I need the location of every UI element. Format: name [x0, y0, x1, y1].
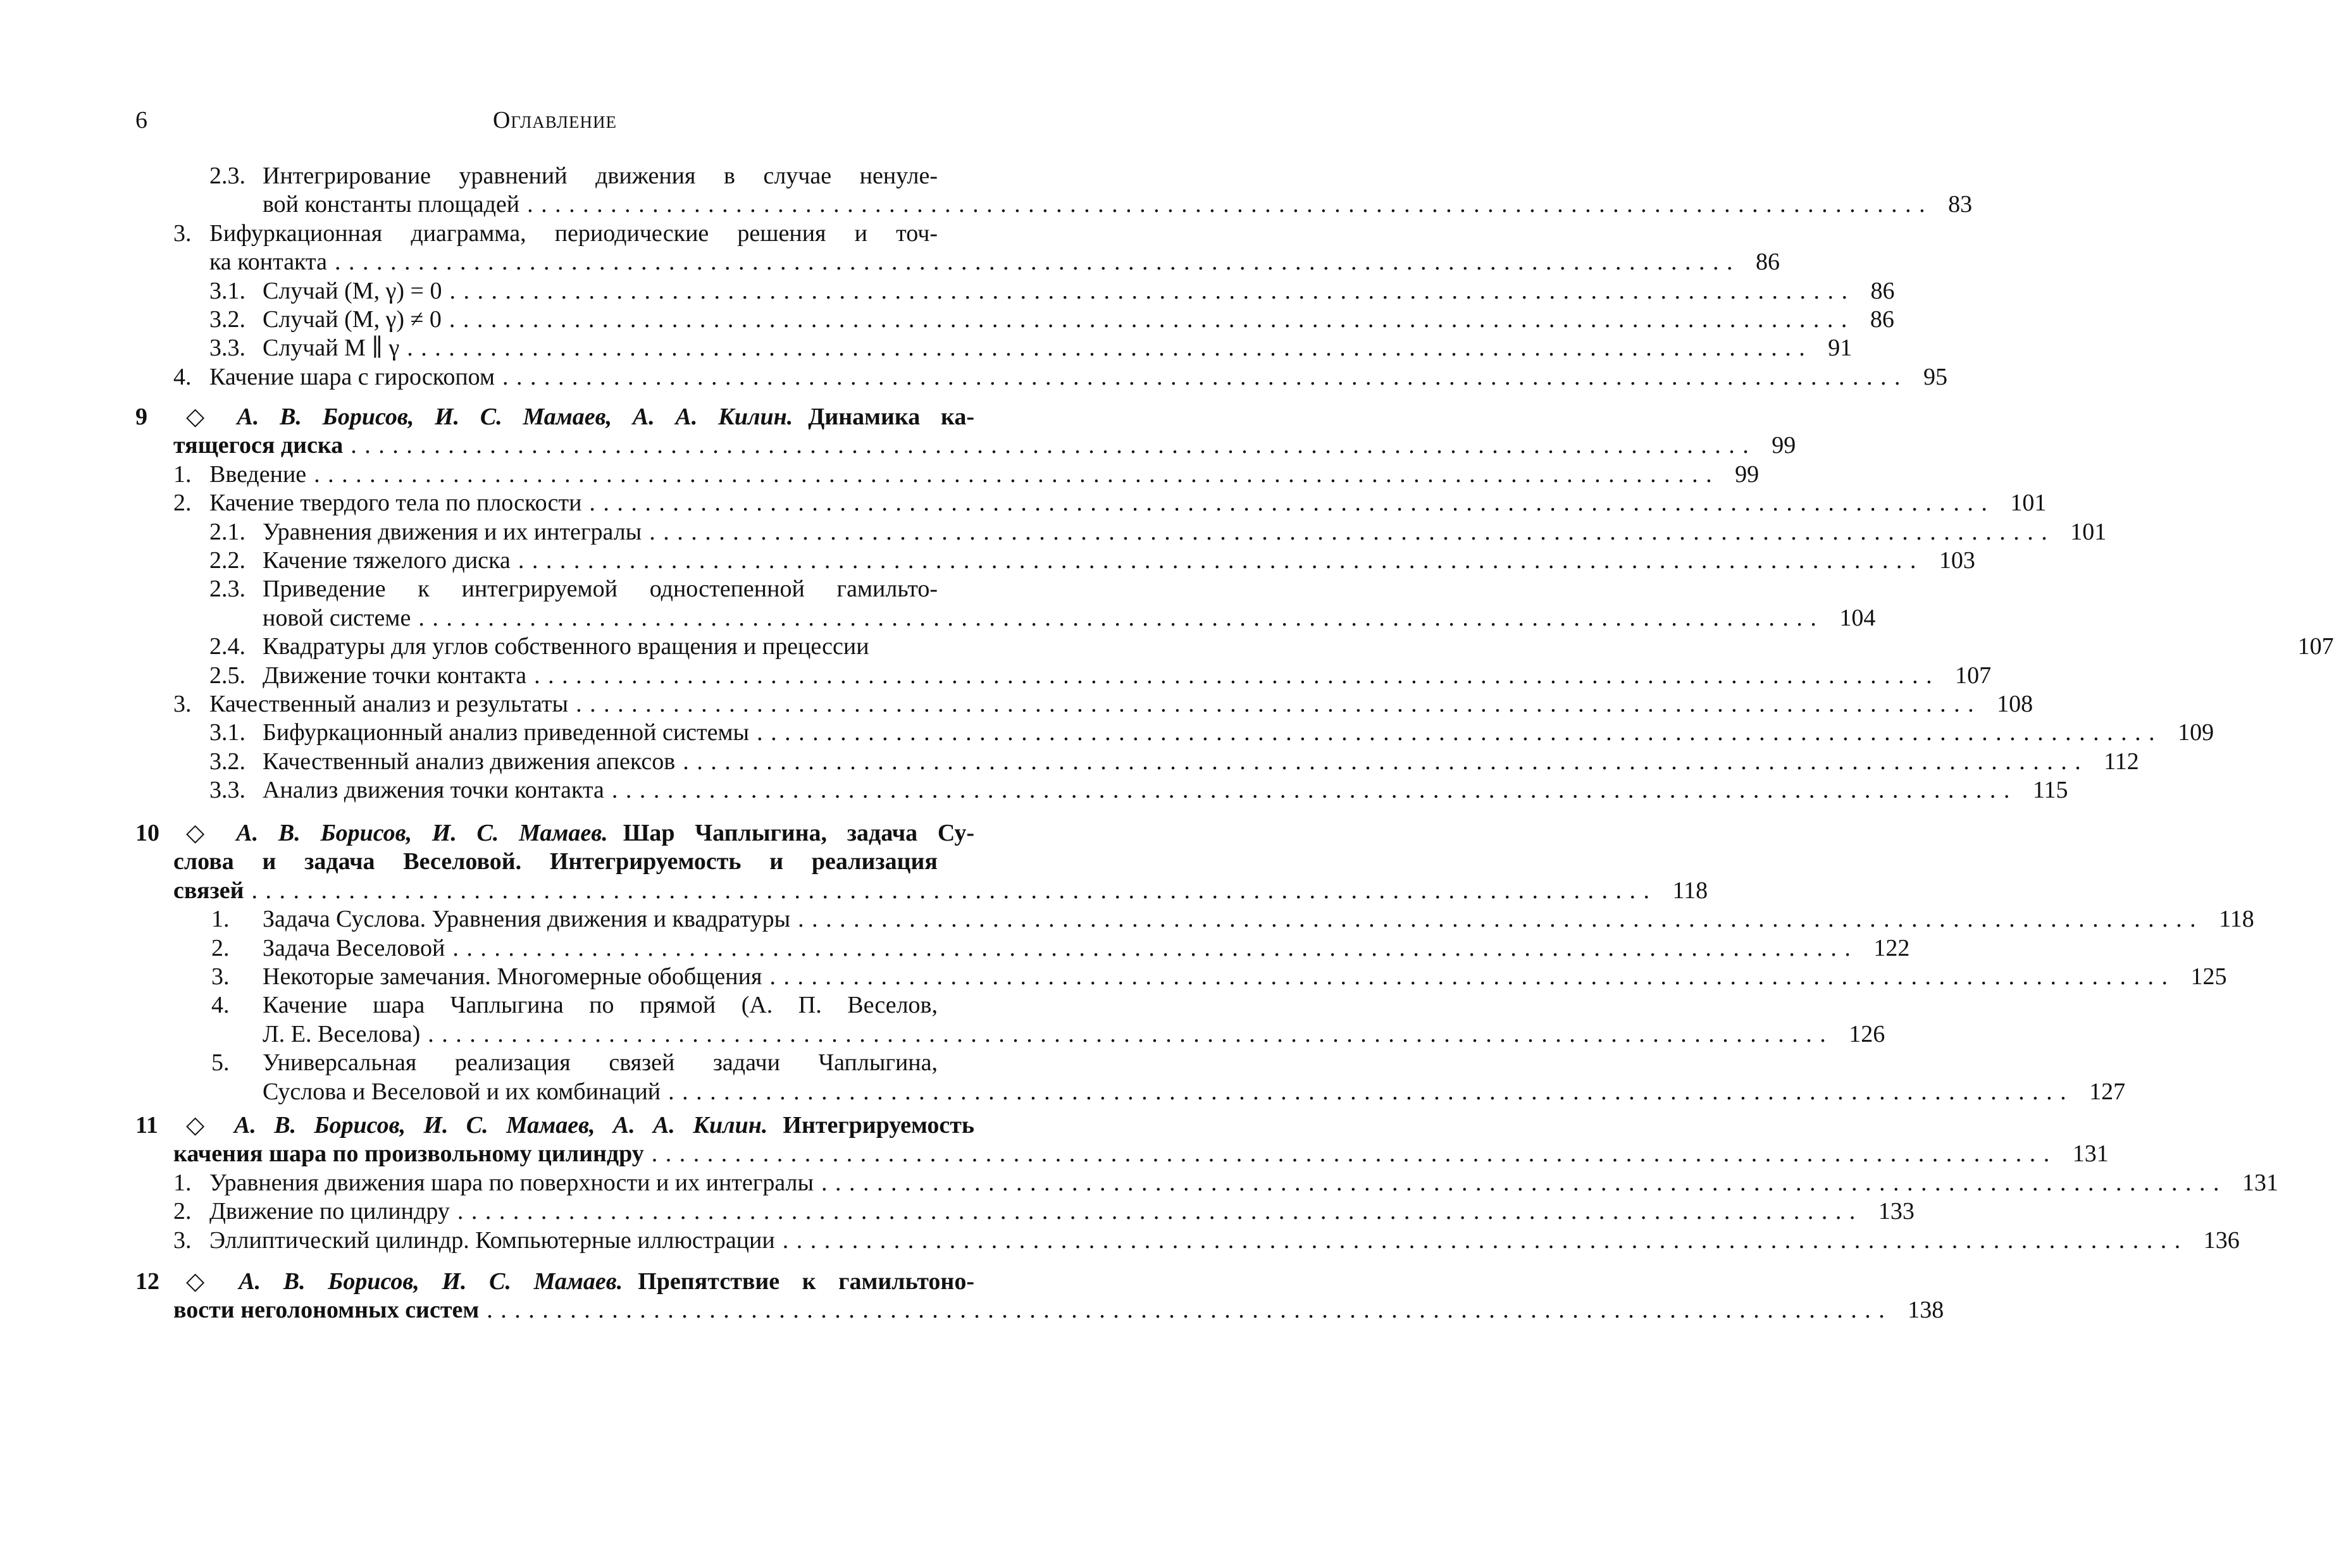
toc-entry-s8-2-3: [0, 161, 974, 190]
page-ref: 86: [1870, 277, 1895, 304]
toc-text-row: [263, 161, 938, 190]
toc-text-row: [263, 276, 1895, 306]
toc-entry-s10-2: [0, 934, 1910, 963]
toc-text-row: [263, 775, 2068, 805]
toc-text-row: [173, 431, 1796, 460]
leader-dots: .....................................................................................................: [651, 1140, 2058, 1168]
leader-dots: .....................................................................................................: [534, 662, 1940, 689]
toc-entry-title: Уравнения движения и их интегралы: [263, 518, 642, 545]
toc-text-row: [263, 1077, 2126, 1106]
toc-entry-s8-3-3: [0, 333, 1853, 362]
page-ref: 101: [2010, 490, 2047, 517]
toc-text-row: [263, 661, 1992, 690]
toc-number: 3.1.: [209, 277, 245, 304]
toc-text-row: [209, 247, 1780, 276]
toc-entry-title: Некоторые замечания. Многомерные обобщения: [263, 963, 762, 990]
page-ref: 101: [2070, 518, 2107, 545]
chapter-heading-row: [186, 818, 974, 848]
toc-number: 3.2.: [209, 748, 245, 775]
leader-dots: .....................................................................................................: [649, 518, 2056, 545]
toc-number: 2.: [211, 934, 230, 961]
chapter-number: 11: [135, 1112, 158, 1139]
page-ref: 86: [1755, 249, 1780, 276]
toc-text-row: [263, 603, 1876, 633]
diamond-marker: ◇: [186, 820, 219, 846]
toc-text-row: [263, 632, 2334, 661]
toc-entry-s8-2-3-cont: [0, 190, 1973, 219]
toc-entry-title-cont: ка контакта: [209, 249, 327, 276]
toc-text-row: [263, 991, 938, 1020]
toc-entry-title-cont: Суслова и Веселовой и их комбинаций: [263, 1078, 661, 1105]
toc-entry-s11-1: [0, 1168, 2279, 1197]
chapter-title-cont: слова и задача Веселовой. Интегрируемость и реализация: [173, 848, 938, 875]
toc-entry-title: Бифуркационный анализ приведенной системы: [263, 719, 750, 746]
toc-entry-s11-2: [0, 1197, 1915, 1226]
toc-chapter-10: [0, 818, 974, 848]
page-ref: 131: [2072, 1140, 2109, 1168]
toc-chapter-11-cont-2: [0, 1139, 2109, 1168]
leader-dots: .....................................................................................................: [428, 1020, 1834, 1047]
leader-dots: .....................................................................................................: [821, 1169, 2228, 1196]
toc-chapter-11: [0, 1111, 974, 1140]
toc-number: 3.: [173, 691, 192, 717]
toc-chapter-12-cont-2: [0, 1295, 1944, 1324]
toc-entry-s10-5: [0, 1048, 974, 1077]
toc-entry-s8-4: [0, 362, 1947, 392]
chapter-title-cont: связей: [173, 877, 244, 904]
leader-dots: .....................................................................................................: [449, 277, 1856, 304]
leader-dots: .....................................................................................................: [334, 249, 1741, 276]
toc-entry-s9-2-2: [0, 546, 1975, 575]
leader-dots: .....................................................................................................: [576, 691, 1982, 717]
toc-entry-title: Введение: [209, 460, 307, 488]
leader-dots: .....................................................................................................: [683, 748, 2089, 775]
toc-entry-title: Анализ движения точки контакта: [263, 777, 604, 804]
leader-dots: .....................................................................................................: [668, 1078, 2075, 1105]
toc-entry-s9-3-3: [0, 775, 2068, 805]
toc-entry-s9-2-1: [0, 517, 2107, 546]
page-ref: 131: [2242, 1169, 2279, 1196]
page-ref: 99: [1735, 460, 1760, 488]
toc-text-row: [263, 747, 2139, 776]
leader-dots: .....................................................................................................: [407, 335, 1813, 362]
toc-number: 2.: [173, 1198, 192, 1225]
toc-text-row: [209, 1197, 1915, 1226]
toc-entry-title: Качение тяжелого диска: [263, 547, 511, 574]
toc-text-row: [173, 1295, 1944, 1324]
page-title: Оглавление: [492, 107, 618, 133]
page-ref: 107: [2297, 633, 2334, 660]
chapter-title: Динамика ка-: [808, 404, 974, 430]
toc-entry-title-cont: Л. Е. Веселова): [263, 1020, 421, 1047]
chapter-number: 10: [135, 820, 159, 846]
page-ref: 103: [1939, 547, 1975, 574]
toc-entry-s9-2: [0, 488, 2047, 517]
page-ref: 112: [2104, 748, 2139, 775]
leader-dots: .....................................................................................................: [457, 1198, 1863, 1225]
toc-text-row: [263, 305, 1894, 334]
toc-number: 2.4.: [209, 633, 245, 660]
toc-entry-title: Уравнения движения шара по поверхности и их интегралы: [209, 1169, 814, 1196]
toc-text-row: [263, 546, 1975, 575]
chapter-heading-row: [186, 1267, 974, 1296]
leader-dots: .....................................................................................................: [527, 191, 1934, 218]
toc-text-row: [209, 488, 2047, 517]
toc-entry-title: Качественный анализ движения апексов: [263, 748, 676, 775]
toc-entry-title: Движение по цилиндру: [209, 1198, 450, 1225]
toc-text-row: [209, 1226, 2240, 1255]
chapter-authors: А. В. Борисов, И. С. Мамаев.: [239, 1268, 623, 1295]
page-ref: 133: [1878, 1198, 1915, 1225]
toc-entry-s9-3-1: [0, 718, 2214, 747]
page-ref: 138: [1908, 1297, 1944, 1324]
toc-number: 1.: [173, 460, 192, 488]
page-ref: 118: [1672, 877, 1708, 904]
leader-dots: .....................................................................................................: [418, 604, 1825, 631]
chapter-heading-row: [186, 1111, 974, 1140]
page-ref: 115: [2032, 777, 2068, 804]
page-ref: 122: [1873, 934, 1910, 961]
toc-text-row: [263, 1048, 938, 1077]
page-ref: 107: [1955, 662, 1992, 689]
toc-text-row: [263, 574, 938, 603]
chapter-number: 12: [135, 1268, 159, 1295]
toc-number: 4.: [211, 992, 230, 1019]
toc-entry-title: Качение твердого тела по плоскости: [209, 490, 582, 517]
toc-number: 3.3.: [209, 335, 245, 362]
toc-chapter-9: [0, 402, 974, 431]
toc-number: 3.: [173, 219, 192, 247]
toc-entry-s10-3: [0, 962, 2227, 991]
toc-text-row: [263, 190, 1973, 219]
diamond-marker: ◇: [186, 404, 220, 430]
chapter-title-cont: качения шара по произвольному цилиндру: [173, 1140, 644, 1168]
toc-entry-title: Задача Суслова. Уравнения движения и квадратуры: [263, 906, 791, 933]
leader-dots: .....................................................................................................: [251, 877, 1658, 904]
toc-number: 3.: [173, 1226, 192, 1254]
toc-entry-title: Эллиптический цилиндр. Компьютерные иллюстрации: [209, 1226, 775, 1254]
leader-dots: .....................................................................................................: [769, 963, 2176, 990]
toc-number: 2.3.: [209, 576, 245, 603]
toc-text-row: [173, 847, 938, 876]
toc-entry-s10-1: [0, 904, 2254, 934]
toc-text-row: [173, 1139, 2109, 1168]
toc-number: 2.1.: [209, 518, 245, 545]
leader-dots: .....................................................................................................: [487, 1297, 1893, 1324]
toc-text-row: [209, 1168, 2279, 1197]
diamond-marker: ◇: [186, 1112, 217, 1139]
toc-entry-title: Движение точки контакта: [263, 662, 527, 689]
page-ref: 95: [1923, 363, 1947, 390]
toc-text-row: [209, 362, 1947, 392]
toc-number: 3.1.: [209, 719, 245, 746]
toc-entry-title: Качественный анализ и результаты: [209, 691, 569, 717]
page-number: 6: [135, 107, 147, 133]
toc-entry-s9-3: [0, 689, 2033, 719]
toc-entry-title: Случай (M, γ) ≠ 0: [263, 306, 442, 333]
page-ref: 127: [2089, 1078, 2126, 1105]
toc-number: 2.5.: [209, 662, 245, 689]
toc-entry-s8-3: [0, 219, 974, 248]
toc-entry-title: Интегрирование уравнений движения в случае ненуле-: [263, 163, 938, 189]
toc-entry-title-cont: новой системе: [263, 604, 411, 631]
toc-entry-s8-3-1: [0, 276, 1895, 306]
toc-entry-title: Случай (M, γ) = 0: [263, 277, 442, 304]
toc-number: 3.2.: [209, 306, 245, 333]
leader-dots: .....................................................................................................: [314, 460, 1720, 488]
chapter-title: Шар Чаплыгина, задача Су-: [623, 820, 974, 846]
leader-dots: .....................................................................................................: [449, 306, 1855, 333]
page-ref: 126: [1849, 1020, 1885, 1047]
chapter-title-cont: вости неголономных систем: [173, 1297, 480, 1324]
toc-number: 5.: [211, 1049, 230, 1077]
page-ref: 118: [2219, 906, 2254, 933]
toc-entry-s9-3-2: [0, 747, 2139, 776]
toc-entry-title: Приведение к интегрируемой одностепенной гамильто-: [263, 576, 938, 603]
diamond-marker: ◇: [186, 1268, 221, 1295]
toc-entry-s9-2-5: [0, 661, 1992, 690]
toc-entry-title: Задача Веселовой: [263, 934, 445, 961]
toc-entry-s8-3-cont: [0, 247, 1780, 276]
leader-dots: .....................................................................................................: [782, 1226, 2188, 1254]
toc-text-row: [263, 333, 1853, 362]
toc-entry-title: Качение шара с гироскопом: [209, 363, 495, 390]
toc-text-row: [263, 1020, 1885, 1049]
toc-text-row: [263, 934, 1910, 963]
toc-number: 1.: [211, 906, 230, 933]
toc-text-row: [263, 962, 2227, 991]
chapter-title: Препятствие к гамильтоно-: [638, 1268, 974, 1295]
toc-entry-s9-1: [0, 460, 1760, 489]
page-ref: 136: [2203, 1226, 2240, 1254]
page-ref: 125: [2190, 963, 2227, 990]
toc-text-row: [209, 689, 2033, 719]
toc-number: 2.: [173, 490, 192, 517]
chapter-number: 9: [135, 404, 147, 430]
toc-entry-title-cont: вой константы площадей: [263, 191, 520, 218]
toc-chapter-10-cont-3: [0, 876, 1708, 905]
toc-text-row: [209, 219, 938, 248]
page-ref: 86: [1870, 306, 1894, 333]
toc-entry-s8-3-2: [0, 305, 1894, 334]
toc-number: 4.: [173, 363, 192, 390]
leader-dots: .....................................................................................................: [589, 490, 1996, 517]
page-ref: 91: [1828, 335, 1853, 362]
leader-dots: .....................................................................................................: [502, 363, 1908, 390]
leader-dots: .....................................................................................................: [518, 547, 1924, 574]
page-ref: 104: [1839, 604, 1876, 631]
leader-dots: .....................................................................................................: [452, 934, 1859, 961]
toc-entry-title: Случай M ∥ γ: [263, 335, 400, 362]
toc-entry-s11-3: [0, 1226, 2240, 1255]
toc-entry-title: Качение шара Чаплыгина по прямой (А. П. Веселов,: [263, 992, 938, 1019]
toc-chapter-9-cont-2: [0, 431, 1796, 460]
toc-number: 2.2.: [209, 547, 245, 574]
page-ref: 108: [1997, 691, 2033, 717]
toc-entry-title: Квадратуры для углов собственного вращения и прецессии: [263, 633, 869, 660]
toc-text-row: [263, 718, 2214, 747]
leader-dots: .....................................................................................................: [757, 719, 2163, 746]
toc-text-row: [209, 460, 1760, 489]
chapter-title: Интегрируемость: [783, 1112, 974, 1139]
toc-entry-s10-5-cont: [0, 1077, 2126, 1106]
toc-number: 1.: [173, 1169, 192, 1196]
toc-entry-s9-2-3: [0, 574, 974, 603]
page-ref: 109: [2178, 719, 2214, 746]
toc-text-row: [263, 517, 2107, 546]
leader-dots: .....................................................................................................: [351, 432, 1757, 459]
toc-chapter-10-cont-2: [0, 847, 974, 876]
chapter-title-cont: тящегося диска: [173, 432, 344, 459]
toc-entry-s9-2-3-cont: [0, 603, 1876, 633]
toc-chapter-12: [0, 1267, 974, 1296]
chapter-authors: А. В. Борисов, И. С. Мамаев, А. А. Килин.: [234, 1112, 768, 1139]
chapter-authors: А. В. Борисов, И. С. Мамаев.: [236, 820, 608, 846]
toc-number: 2.3.: [209, 163, 245, 189]
leader-dots: .....................................................................................................: [611, 777, 2018, 804]
toc-entry-title: Бифуркационная диаграмма, периодические решения и точ-: [209, 219, 938, 247]
toc-text-row: [173, 876, 1708, 905]
toc-number: 3.: [211, 963, 230, 990]
toc-entry-s10-4: [0, 991, 974, 1020]
toc-text-row: [263, 904, 2254, 934]
toc-entry-s10-4-cont: [0, 1020, 1885, 1049]
page-ref: 99: [1772, 432, 1796, 459]
toc-entry-title: Универсальная реализация связей задачи Чаплыгина,: [263, 1049, 938, 1077]
toc-number: 3.3.: [209, 777, 245, 804]
chapter-authors: А. В. Борисов, И. С. Мамаев, А. А. Килин.: [237, 404, 793, 430]
toc-entry-s9-2-4: [0, 632, 2334, 661]
leader-dots: .....................................................................................................: [798, 906, 2204, 933]
page-ref: 83: [1948, 191, 1973, 218]
chapter-heading-row: [186, 402, 974, 431]
